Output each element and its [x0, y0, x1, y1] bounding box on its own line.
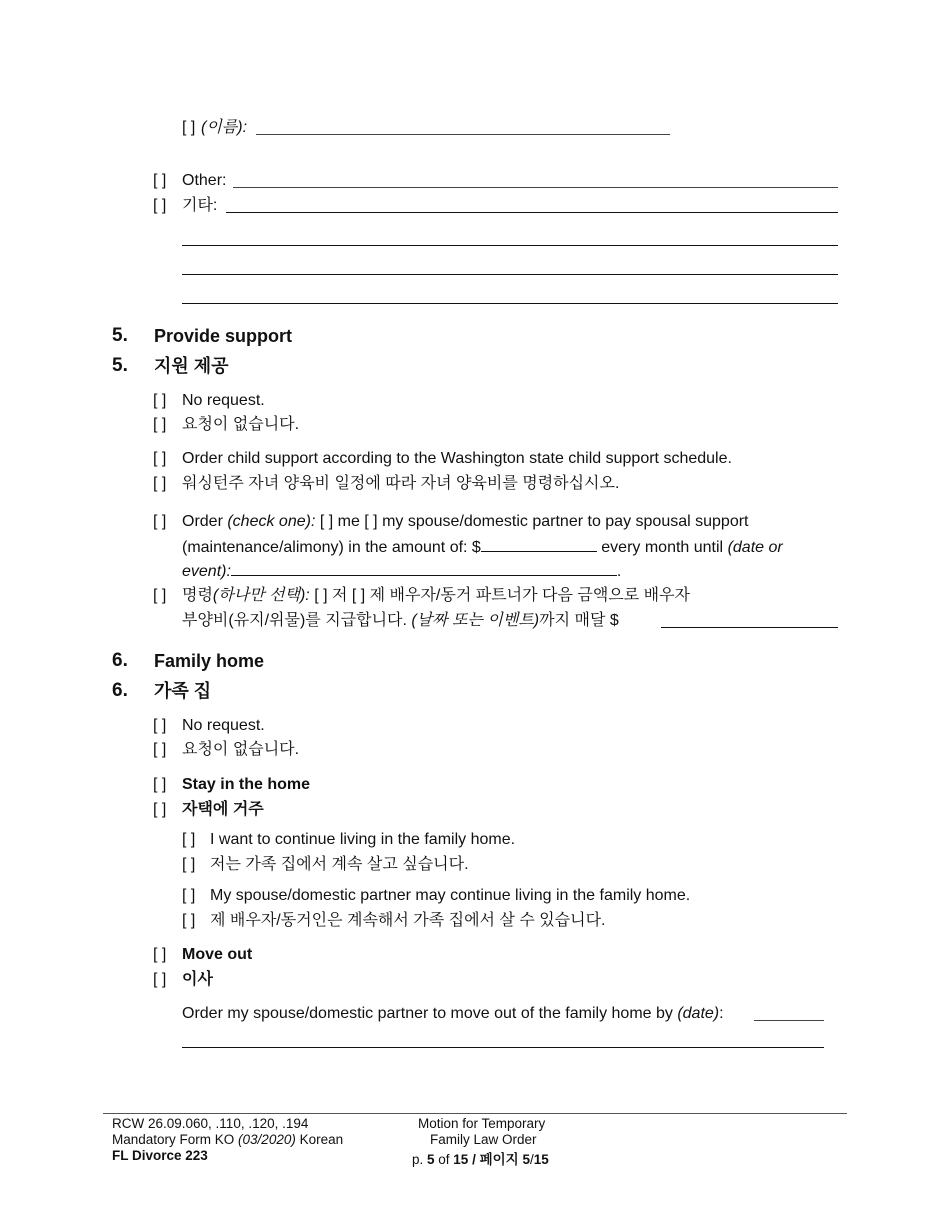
footer-mandatory: Mandatory Form KO (03/2020) Korean: [112, 1132, 344, 1147]
stay-home-ko-checkbox[interactable]: [ ]: [153, 801, 167, 818]
stay-spouse-ko-checkbox[interactable]: [ ]: [182, 912, 196, 929]
section-5-title-en: Provide support: [154, 326, 293, 346]
footer-page: p. 5 of 15 / 페이지 5/15: [412, 1152, 549, 1167]
s5-no-request-ko: 요청이 없습니다.: [182, 416, 300, 433]
move-out-order: Order my spouse/domestic partner to move out of the family home by (date):: [182, 1005, 724, 1022]
other-en-checkbox[interactable]: [ ]: [153, 172, 167, 189]
s6-no-request-ko-checkbox[interactable]: [ ]: [153, 741, 167, 758]
spousal-amount-field[interactable]: [481, 537, 597, 552]
child-support-en: Order child support according to the Washington state child support schedule.: [182, 450, 732, 467]
stay-me-checkbox[interactable]: [ ]: [182, 831, 196, 848]
section-6-title-ko: 가족 집: [154, 681, 212, 701]
stay-home-en: Stay in the home: [182, 776, 311, 793]
other-ko-label: 기타:: [182, 197, 218, 214]
s6-no-request-ko: 요청이 없습니다.: [182, 741, 300, 758]
spousal-ko-amount-field[interactable]: [661, 627, 838, 628]
name-checkbox[interactable]: [ ]: [182, 119, 196, 136]
stay-me-ko: 저는 가족 집에서 계속 살고 싶습니다.: [210, 856, 469, 873]
s6-no-request-checkbox[interactable]: [ ]: [153, 717, 167, 734]
section-6-number: 6.: [112, 650, 128, 671]
move-out-line[interactable]: [182, 1047, 824, 1048]
move-out-date-field[interactable]: [754, 1020, 824, 1021]
stay-me-ko-checkbox[interactable]: [ ]: [182, 856, 196, 873]
footer-title-1: Motion for Temporary: [418, 1116, 546, 1131]
other-ko-field[interactable]: [226, 212, 838, 213]
other-line-1[interactable]: [182, 245, 838, 246]
other-ko-checkbox[interactable]: [ ]: [153, 197, 167, 214]
child-support-checkbox[interactable]: [ ]: [153, 450, 167, 467]
child-support-ko: 워싱턴주 자녀 양육비 일정에 따라 자녀 양육비를 명령하십시오.: [182, 475, 620, 492]
stay-home-checkbox[interactable]: [ ]: [153, 776, 167, 793]
spousal-en-line-2: (maintenance/alimony) in the amount of: $ every month until (date or: [182, 539, 783, 556]
section-5-number: 5.: [112, 325, 128, 346]
move-out-ko-checkbox[interactable]: [ ]: [153, 971, 167, 988]
footer-rcw: RCW 26.09.060, .110, .120, .194: [112, 1116, 309, 1131]
spousal-en-line-1: Order (check one): [ ] me [ ] my spouse/domestic partner to pay spousal support: [182, 513, 749, 530]
footer-form-id: FL Divorce 223: [112, 1148, 208, 1163]
move-out-checkbox[interactable]: [ ]: [153, 946, 167, 963]
spousal-date-field[interactable]: [231, 561, 617, 576]
s5-no-request-en: No request.: [182, 392, 265, 409]
stay-home-ko: 자택에 거주: [182, 801, 264, 818]
section-6-number-ko: 6.: [112, 680, 128, 701]
section-6-title-en: Family home: [154, 651, 265, 671]
name-label: (이름):: [201, 119, 248, 136]
section-5-number-ko: 5.: [112, 355, 128, 376]
footer-title-2: Family Law Order: [430, 1132, 537, 1147]
spousal-ko-line-1: 명령(하나만 선택): [ ] 저 [ ] 제 배우자/동거 파트너가 다음 금액으로 배우자: [182, 587, 690, 604]
spousal-support-ko-checkbox[interactable]: [ ]: [153, 587, 167, 604]
stay-spouse-checkbox[interactable]: [ ]: [182, 887, 196, 904]
name-field[interactable]: [256, 134, 670, 135]
s5-no-request-checkbox[interactable]: [ ]: [153, 392, 167, 409]
spousal-ko-line-2: 부양비(유지/위물)를 지급합니다. (날짜 또는 이벤트)까지 매달 $: [182, 612, 619, 629]
spousal-support-checkbox[interactable]: [ ]: [153, 513, 167, 530]
s6-no-request-en: No request.: [182, 717, 265, 734]
other-line-3[interactable]: [182, 303, 838, 304]
other-en-label: Other:: [182, 172, 227, 189]
move-out-en: Move out: [182, 946, 253, 963]
spousal-en-line-3: event): .: [182, 563, 622, 580]
other-line-2[interactable]: [182, 274, 838, 275]
stay-spouse-ko: 제 배우자/동거인은 계속해서 가족 집에서 살 수 있습니다.: [210, 912, 606, 929]
child-support-ko-checkbox[interactable]: [ ]: [153, 475, 167, 492]
footer-rule: [103, 1113, 847, 1114]
other-en-field[interactable]: [233, 187, 838, 188]
stay-spouse-en: My spouse/domestic partner may continue living in the family home.: [210, 887, 691, 904]
section-5-title-ko: 지원 제공: [154, 356, 229, 376]
s5-no-request-ko-checkbox[interactable]: [ ]: [153, 416, 167, 433]
stay-me-en: I want to continue living in the family home.: [210, 831, 516, 848]
move-out-ko: 이사: [182, 971, 213, 988]
